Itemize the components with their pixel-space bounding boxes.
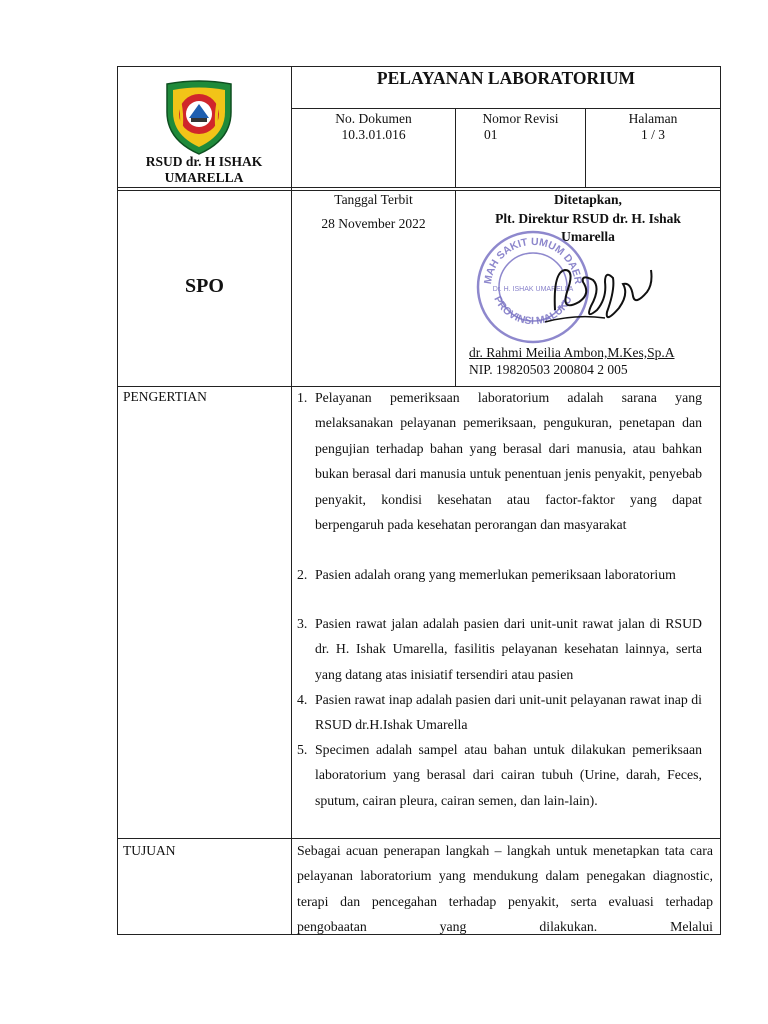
doc-number-value: 10.3.01.016 — [341, 127, 406, 142]
revision-label: Nomor Revisi — [482, 111, 559, 126]
list-item — [297, 385, 702, 537]
revision-value: 01 — [484, 127, 498, 142]
stamp-bottom-text: PROVINSI MALUKU — [491, 294, 575, 328]
approved-by: Plt. Direktur RSUD dr. H. Ishak Umarella — [495, 211, 681, 244]
list-item — [297, 737, 702, 813]
spo-label: SPO — [185, 275, 224, 297]
signer-nip: NIP. 19820503 200804 2 005 — [469, 362, 628, 377]
list-item — [297, 611, 702, 687]
stamp-top-text: MAH SAKIT UMUM DAER — [481, 235, 584, 285]
issue-date-value: 28 November 2022 — [321, 216, 426, 231]
list-item-text: Pelayanan pemeriksaan laboratorium adalah sarana yang melaksanakan pelayanan pemeriksaan, pengukuran, penetapan dan pengujian terhadap bahan yang berasal dari manusia, atau bahkan bukan berasal dari manusia untuk penentuan jenis penyakit, penyebab penyakit, kondisi kesehatan atau factor-faktor yang dapat berpengaruh pada kesehatan perorangan dan masyarakat — [315, 390, 702, 533]
hospital-name: RSUD dr. H ISHAK UMARELLA — [145, 154, 263, 185]
page-value: 1 / 3 — [640, 127, 665, 142]
issue-date-label: Tanggal Terbit — [334, 192, 413, 207]
list-item — [297, 562, 702, 587]
signer-name: dr. Rahmi Meilia Ambon,M.Kes,Sp.A — [469, 345, 675, 360]
stamp-center-text: Dr. H. ISHAK UMARELLA — [492, 286, 574, 293]
list-item-text: Pasien rawat jalan adalah pasien dari unit-unit rawat jalan di RSUD dr. H. Ishak Umarella, fasilitis pelayanan kesehatan lainnya, serta yang datang atas inisiatif tersendiri atau pasien — [315, 616, 702, 682]
tujuan-text: Sebagai acuan penerapan langkah – langkah untuk menetapkan tata cara pelayanan laboratorium yang mendukung dalam penegakan diagnostic, terapi dan pencegahan terhadap penyakit, serta evaluasi terhadap pengobaatan yang dilakukan. Melalui — [297, 843, 713, 935]
list-item-number: 4. — [297, 692, 308, 707]
doc-number-label: No. Dokumen — [335, 111, 412, 126]
tujuan-label: TUJUAN — [123, 843, 176, 858]
list-item-number: 5. — [297, 742, 308, 757]
list-item-number: 3. — [297, 616, 308, 631]
document-title: PELAYANAN LABORATORIUM — [376, 68, 636, 88]
list-item — [297, 687, 702, 738]
page-label: Halaman — [628, 111, 678, 126]
list-item-text: Pasien rawat inap adalah pasien dari unit-unit pelayanan rawat inap di RSUD dr.H.Ishak Umarella — [315, 692, 702, 733]
pengertian-label: PENGERTIAN — [123, 389, 207, 404]
list-item-number: 2. — [297, 567, 308, 582]
hospital-logo — [163, 78, 235, 156]
list-item-text: Pasien adalah orang yang memerlukan pemeriksaan laboratorium — [315, 567, 676, 582]
approved-label: Ditetapkan, — [554, 192, 622, 207]
list-item-text: Specimen adalah sampel atau bahan untuk dilakukan pemeriksaan laboratorium yang berasal dari cairan tubuh (Urine, darah, Feces, sputum, cairan pleura, cairan semen, dan lain-lain). — [315, 742, 702, 808]
list-item-number: 1. — [297, 390, 308, 405]
signature — [535, 252, 660, 342]
